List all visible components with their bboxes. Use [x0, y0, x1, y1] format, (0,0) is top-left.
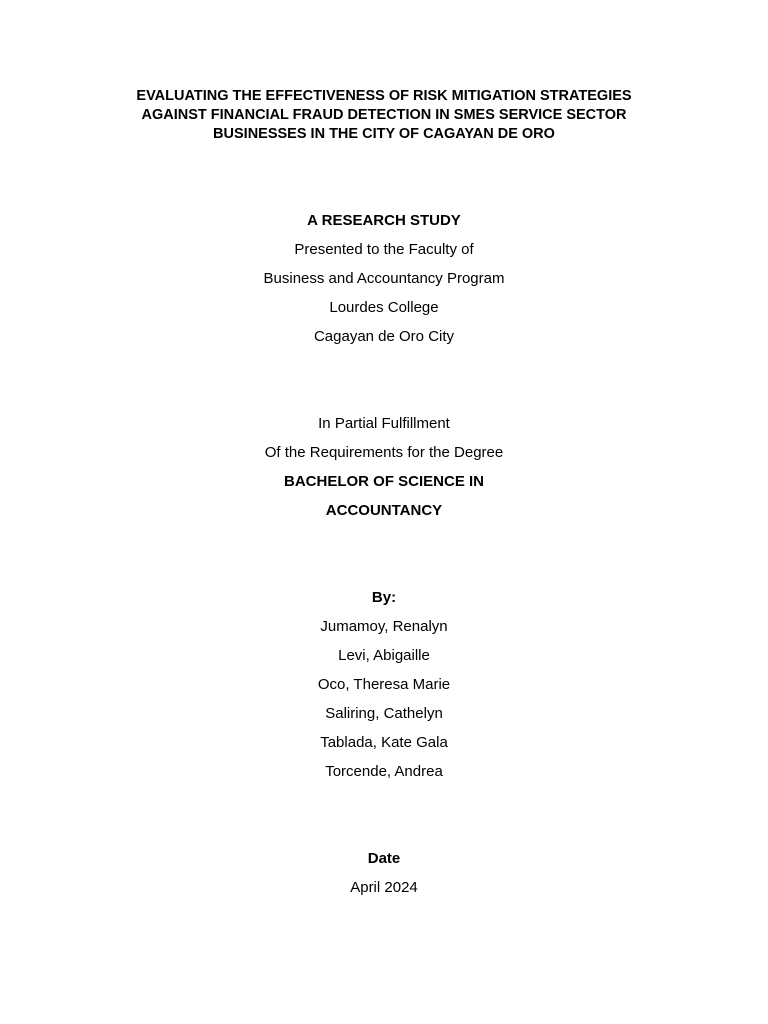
author-name: Tablada, Kate Gala: [320, 734, 448, 751]
title-line-2: AGAINST FINANCIAL FRAUD DETECTION IN SMES SERVICE SECTOR: [141, 107, 627, 123]
research-study-heading: A RESEARCH STUDY: [307, 212, 461, 229]
city-line: Cagayan de Oro City: [313, 328, 455, 345]
title-line-3: BUSINESSES IN THE CITY OF CAGAYAN DE ORO: [213, 126, 555, 142]
date-heading: Date: [367, 850, 401, 867]
presented-to-line: Presented to the Faculty of: [294, 241, 474, 258]
program-line: Business and Accountancy Program: [263, 270, 505, 287]
by-heading: By:: [371, 589, 397, 606]
degree-line-1: BACHELOR OF SCIENCE IN: [283, 473, 484, 490]
date-value: April 2024: [350, 879, 418, 896]
author-name: Torcende, Andrea: [325, 763, 443, 780]
author-name: Jumamoy, Renalyn: [320, 618, 448, 635]
title-line-1: EVALUATING THE EFFECTIVENESS OF RISK MITIGATION STRATEGIES: [136, 88, 632, 104]
requirements-line: Of the Requirements for the Degree: [264, 444, 504, 461]
college-line: Lourdes College: [329, 299, 439, 316]
author-name: Saliring, Cathelyn: [325, 705, 443, 722]
partial-fulfillment-line: In Partial Fulfillment: [318, 415, 450, 432]
author-name: Oco, Theresa Marie: [317, 676, 451, 693]
author-name: Levi, Abigaille: [338, 647, 430, 664]
degree-line-2: ACCOUNTANCY: [325, 502, 443, 519]
